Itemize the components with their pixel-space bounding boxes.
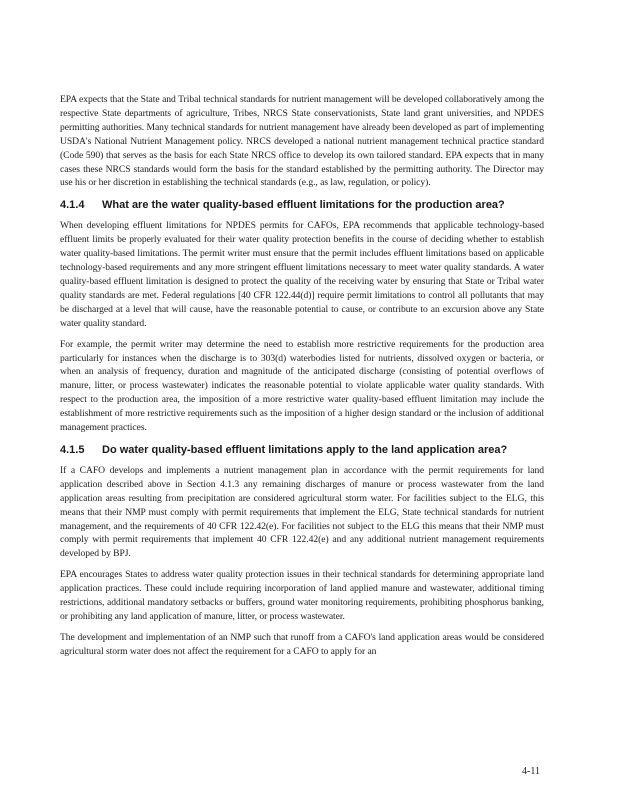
page-number: 4-11 — [522, 766, 540, 777]
section-number: 4.1.5 — [60, 443, 85, 456]
body-paragraph: When developing effluent limitations for NPDES permits for CAFOs, EPA recommends that applicable technology-based effluent limits be properly evaluated for their water quality protection benefits in the course of deciding whether to establish water quality-based limitations. The permit writer must ensure that the permit includes effluent limitations based on applicable technology-based requirements and any more stringent effluent limitations necessary to meet water quality standards. A water quality-based effluent limitation is designed to protect the quality of the receiving water by ensuring that State or Tribal water quality standards are met. Federal regulations [40 CFR 122.44(d)] require permit limitations to control all pollutants that may be discharged at a level that will cause, have the reasonable potential to cause, or contribute to an excursion above any State water quality standard. — [60, 220, 544, 329]
body-paragraph: For example, the permit writer may determine the need to establish more restrictive requirements for the production area particularly for instances when the discharge is to 303(d) waterbodies listed for nutrients, dissolved oxygen or bacteria, or when an analysis of frequency, duration and magnitude of the anticipated discharge (consisting of potential overflows of manure, litter, or process wastewater) indicates the reasonable potential to violate applicable water quality standards. With respect to the production area, the imposition of a more restrictive water quality-based effluent limitation may include the establishment of more restrictive requirements such as the imposition of a higher design standard or the inclusion of additional management practices. — [60, 338, 544, 434]
body-paragraph: The development and implementation of an NMP such that runoff from a CAFO's land application areas would be considered agricultural storm water does not affect the requirement for a CAFO to apply for an — [60, 631, 544, 657]
body-paragraph: EPA encourages States to address water quality protection issues in their technical standards for determining appropriate land application practices. These could include requiring incorporation of land applied manure and wastewater, additional timing restrictions, additional mandatory setbacks or buffers, ground water monitoring requirements, prohibiting phosphorus banking, or prohibiting any land application of manure, litter, or process wastewater. — [60, 569, 544, 622]
section-title: What are the water quality-based effluent limitations for the production area? — [102, 199, 505, 212]
section-heading-4-1-4 — [60, 198, 544, 212]
body-paragraph: If a CAFO develops and implements a nutrient management plan in accordance with the permit requirements for land application described above in Section 4.1.3 any remaining discharges of manure or process wastewater from the land application areas resulting from precipitation are considered agricultural storm water. For facilities subject to the ELG, this means that their NMP must comply with permit requirements that implement the ELG, State technical standards for nutrient management, and the requirements of 40 CFR 122.42(e). For facilities not subject to the ELG this means that their NMP must comply with permit requirements that implement 40 CFR 122.42(e) and any additional nutrient management requirements developed by BPJ. — [60, 464, 544, 560]
section-heading-4-1-5 — [60, 443, 544, 457]
section-title: Do water quality-based effluent limitations apply to the land application area? — [102, 443, 508, 456]
intro-paragraph: EPA expects that the State and Tribal technical standards for nutrient management will be developed collaboratively among the respective State departments of agriculture, Tribes, NRCS State conservationists, State land grant universities, and NPDES permitting authorities. Many technical standards for nutrient management have already been developed as part of implementing USDA's National Nutrient Management policy. NRCS developed a national nutrient management technical practice standard (Code 590) that serves as the basis for each State NRCS office to develop its own tailored standard. EPA expects that in many cases these NRCS standards would form the basis for the standard established by the permitting authority. The Director may use his or her discretion in establishing the technical standards (e.g., as law, regulation, or policy). — [60, 94, 544, 189]
document-page — [60, 93, 544, 666]
section-number: 4.1.4 — [60, 199, 85, 212]
